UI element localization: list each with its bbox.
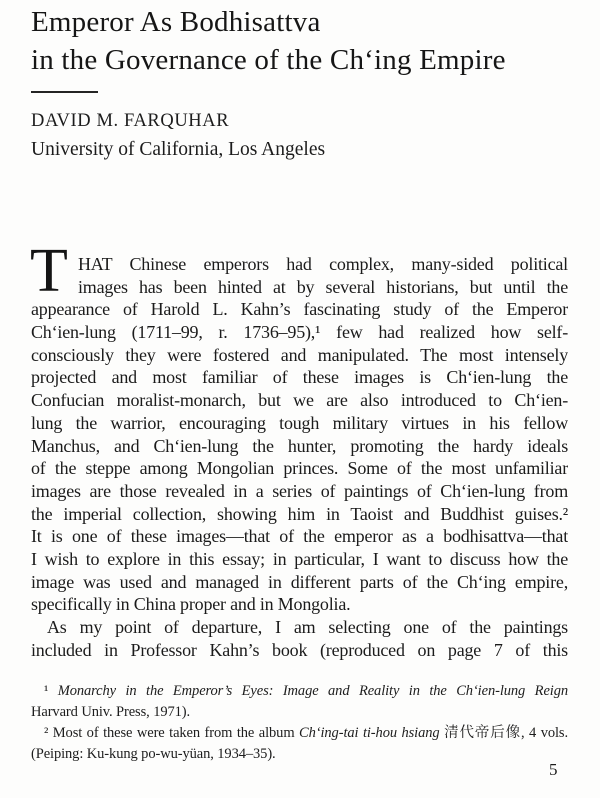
body-line: image was used and managed in different parts of the Ch‘ing empire, — [31, 571, 568, 592]
footnote-2-line-2: (Peiping: Ku-kung po-wu-yüan, 1934–35). — [31, 746, 276, 762]
title-line-2: in the Governance of the Ch‘ing Empire — [31, 44, 506, 76]
title-line-1: Emperor As Bodhisattva — [31, 6, 321, 38]
body-line: projected and most familiar of these images is Ch‘ien-lung the — [31, 367, 568, 388]
footnote-1-title: Monarchy in the Emperor’s Eyes: Image and Reality in the Ch‘ien-lung Reign — [57, 683, 568, 699]
body-line: included in Professor Kahn’s book (reproduced on page 7 of this — [31, 639, 568, 660]
body-line: images are those revealed in a series of paintings of Ch‘ien-lung from — [31, 480, 568, 501]
footnote-2-cjk-title: 清代帝后像, — [444, 725, 525, 741]
footnote-1-line-2: Harvard Univ. Press, 1971). — [31, 704, 191, 720]
footnote-1-line-1 — [31, 681, 568, 702]
body-line: HAT Chinese emperors had complex, many-sided political — [78, 254, 568, 274]
page-number: 5 — [549, 760, 558, 779]
body-line: specifically in China proper and in Mongolia. — [31, 594, 351, 615]
body-line: appearance of Harold L. Kahn’s fascinating study of the Emperor — [31, 299, 568, 320]
body-line: of the steppe among Mongolian princes. Some of the most unfamiliar — [31, 458, 568, 479]
body-line: As my point of departure, I am selecting one of the paintings — [47, 617, 568, 637]
footnote-2-line-1 — [31, 723, 568, 744]
author-affiliation: University of California, Los Angeles — [31, 139, 326, 160]
body-line: It is one of these images—that of the emperor as a bodhisattva—that — [31, 526, 568, 547]
title-rule-divider — [31, 91, 98, 93]
footnote-1-marker: ¹ — [44, 683, 49, 699]
body-line: Ch‘ien-lung (1711–99, r. 1736–95),¹ few had realized how self- — [31, 322, 568, 343]
body-line: Manchus, and Ch‘ien-lung the hunter, promoting the hardy ideals — [31, 435, 568, 456]
footnote-2-marker: ² — [44, 725, 49, 741]
footnote-2-text: Most of these were taken from the album — [52, 725, 295, 741]
author-name: DAVID M. FARQUHAR — [31, 111, 230, 131]
body-line: Confucian moralist-monarch, but we are also introduced to Ch‘ien- — [31, 390, 568, 411]
footnote-2-volumes: 4 vols. — [529, 725, 568, 741]
body-line: the imperial collection, showing him in Taoist and Buddhist guises.² — [31, 503, 568, 524]
body-line: consciously they were fostered and manipulated. The most intensely — [31, 344, 568, 365]
article-body — [30, 237, 568, 661]
footnote-2-title: Ch‘ing-tai ti-hou hsiang — [299, 725, 440, 741]
footnotes-section — [31, 681, 568, 765]
body-line: I wish to explore in this essay; in particular, I want to discuss how the — [31, 548, 568, 569]
page-title — [31, 3, 506, 79]
body-line: images has been hinted at by several historians, but until the — [78, 276, 568, 297]
body-line: lung the warrior, encouraging tough military virtues in his fellow — [31, 412, 568, 433]
drop-cap: T — [30, 237, 68, 305]
